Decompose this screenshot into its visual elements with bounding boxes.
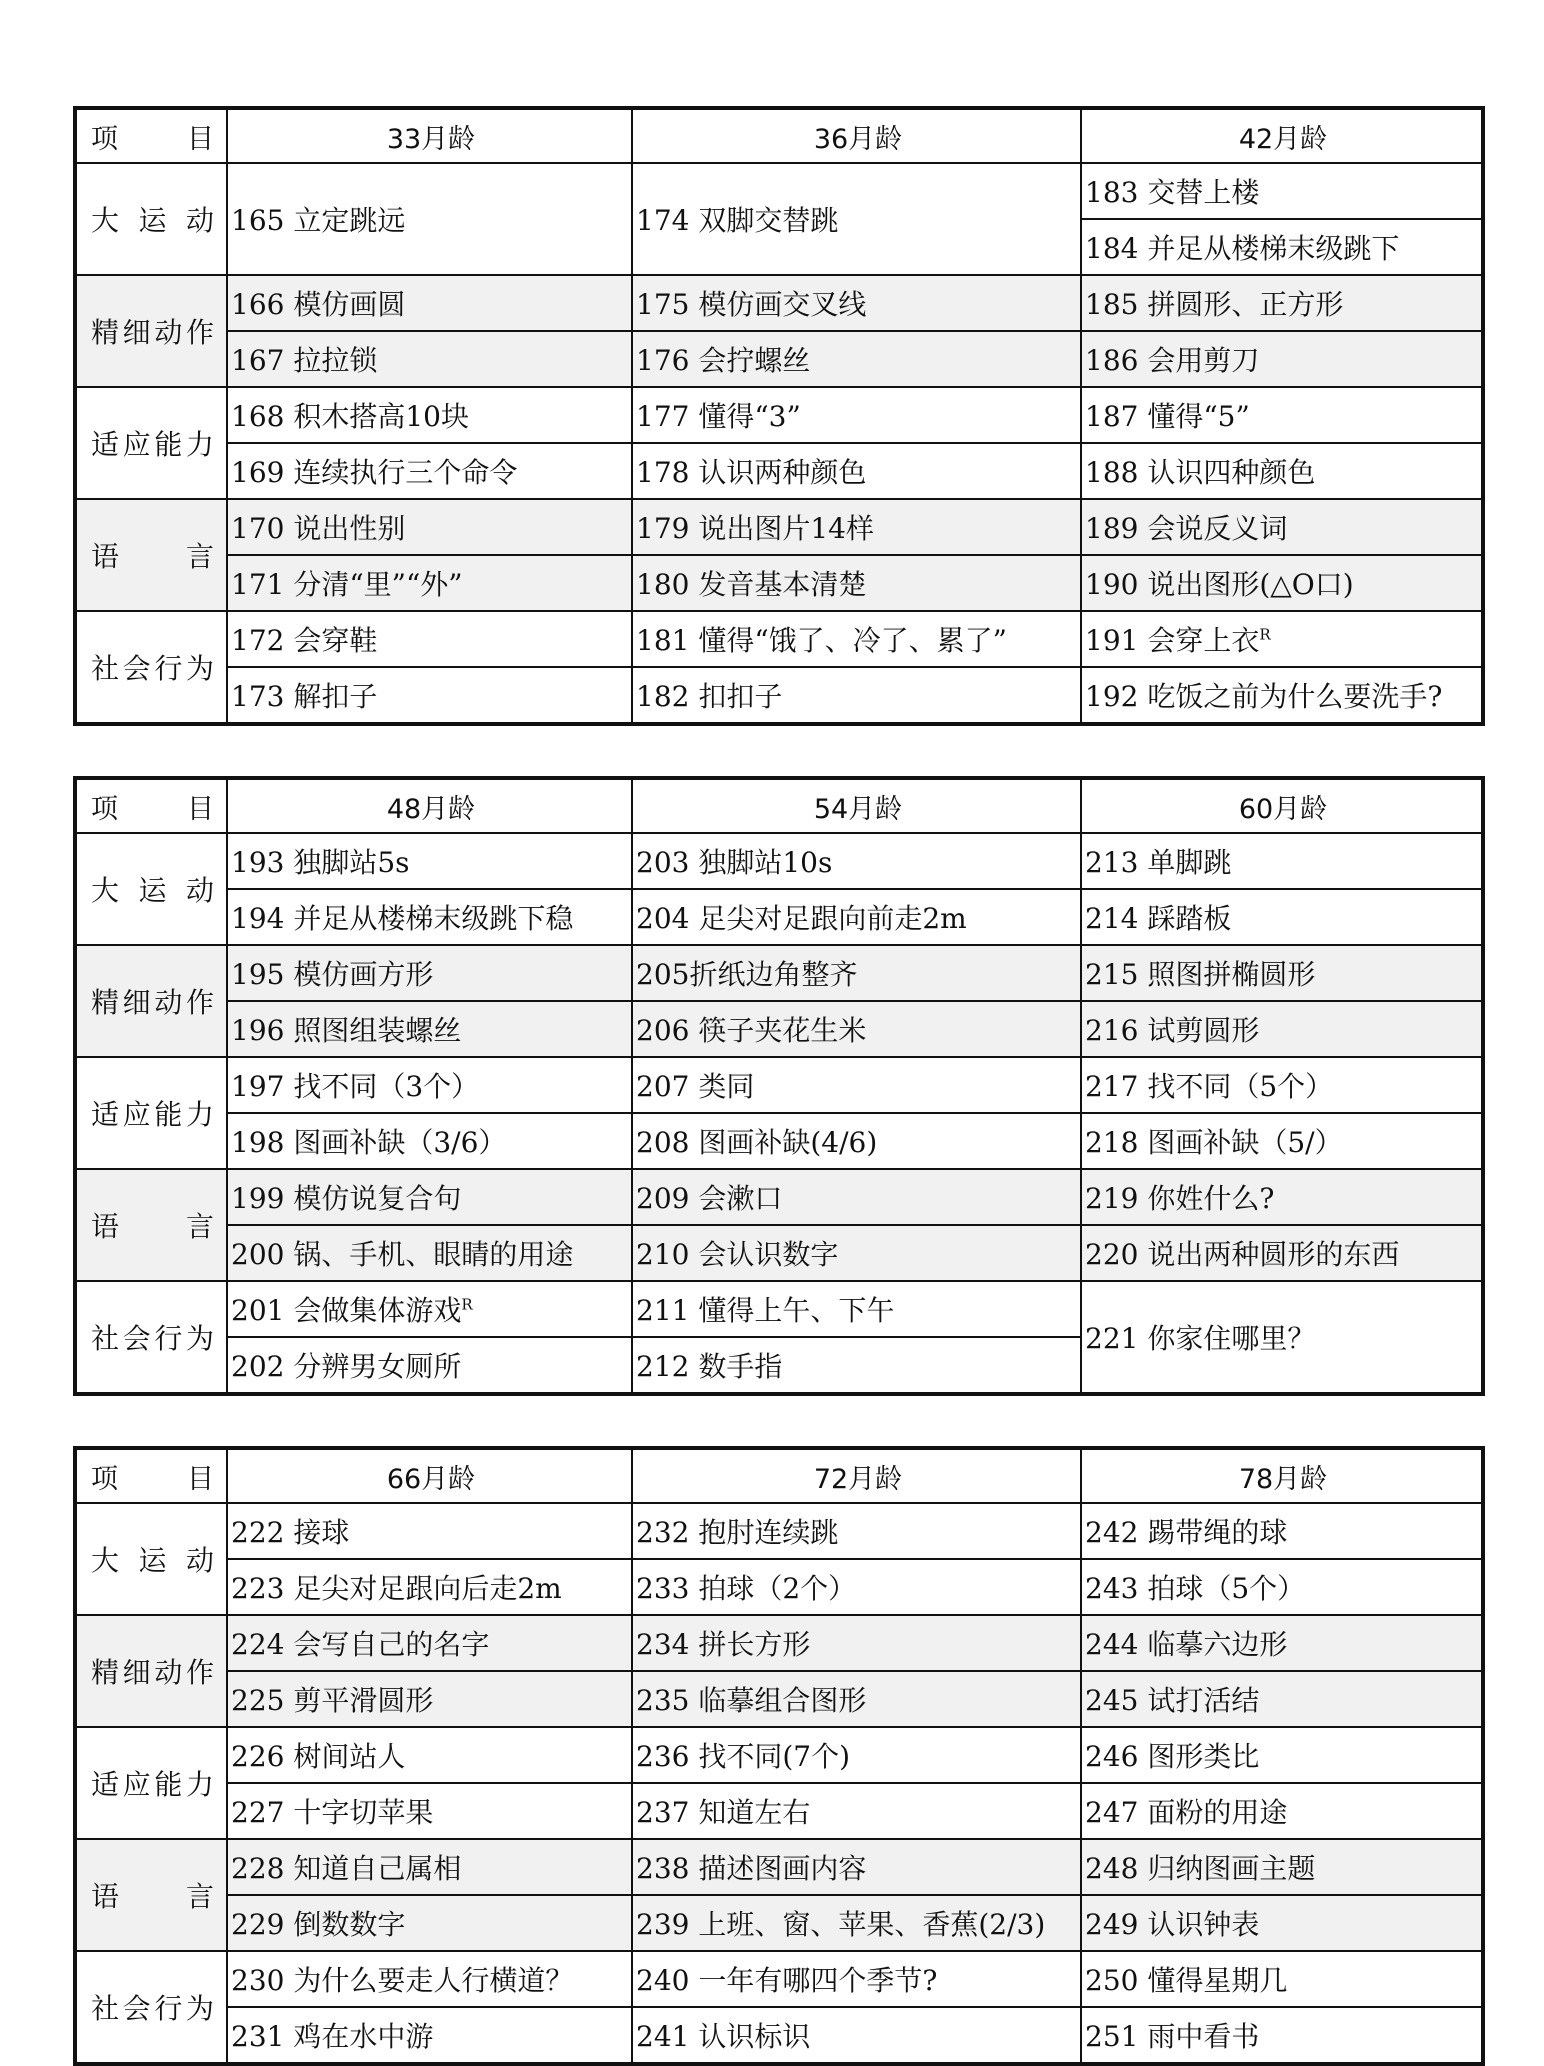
- item-cell: 226 树间站人: [227, 1727, 632, 1783]
- item-cell: 214 踩踏板: [1081, 889, 1483, 945]
- table-row: [75, 1839, 1483, 1895]
- item-cell: 244 临摹六边形: [1081, 1615, 1483, 1671]
- category-gross-motor: 大运动: [75, 833, 227, 945]
- item-cell: 250 懂得星期几: [1081, 1951, 1483, 2007]
- item-cell: 245 试打活结: [1081, 1671, 1483, 1727]
- item-cell: 243 拍球（5个）: [1081, 1559, 1483, 1615]
- item-cell: 248 归纳图画主题: [1081, 1839, 1483, 1895]
- item-cell: 218 图画补缺（5/）: [1081, 1113, 1483, 1169]
- table-row: [75, 1615, 1483, 1671]
- item-cell: 230 为什么要走人行横道？: [227, 1951, 632, 2007]
- item-cell: 169 连续执行三个命令: [227, 443, 632, 499]
- table-row: [75, 611, 1483, 667]
- item-cell: 236 找不同(7个): [632, 1727, 1081, 1783]
- item-cell: 198 图画补缺（3/6）: [227, 1113, 632, 1169]
- table-row: [75, 555, 1483, 611]
- item-cell: 173 解扣子: [227, 667, 632, 724]
- item-cell: 197 找不同（3个）: [227, 1057, 632, 1113]
- item-cell: 246 图形类比: [1081, 1727, 1483, 1783]
- item-cell: 190 说出图形(△O口): [1081, 555, 1483, 611]
- category-social: 社会行为: [75, 611, 227, 724]
- table-row: [75, 1895, 1483, 1951]
- item-cell: 195 模仿画方形: [227, 945, 632, 1001]
- item-cell: 229 倒数数字: [227, 1895, 632, 1951]
- item-cell: 211 懂得上午、下午: [632, 1281, 1081, 1337]
- item-cell: 177 懂得“3”: [632, 387, 1081, 443]
- item-cell: 185 拼圆形、正方形: [1081, 275, 1483, 331]
- item-cell: 171 分清“里”“外”: [227, 555, 632, 611]
- item-cell: 251 雨中看书: [1081, 2007, 1483, 2064]
- item-cell: 199 模仿说复合句: [227, 1169, 632, 1225]
- item-cell: 203 独脚站10s: [632, 833, 1081, 889]
- footnote-mark: R: [1259, 625, 1271, 644]
- table-header-row: [75, 778, 1483, 833]
- category-gross-motor: 大运动: [75, 163, 227, 275]
- item-text: 201 会做集体游戏: [231, 1294, 462, 1327]
- category-fine-motor: 精细动作: [75, 275, 227, 387]
- header-category: 项 目: [75, 778, 227, 833]
- item-cell: 224 会写自己的名字: [227, 1615, 632, 1671]
- table-row: [75, 1671, 1483, 1727]
- category-adaptive: 适应能力: [75, 387, 227, 499]
- table-66-78-months: [73, 1446, 1485, 2066]
- item-cell: 222 接球: [227, 1503, 632, 1559]
- header-age: 42月龄: [1081, 108, 1483, 163]
- table-header-row: [75, 108, 1483, 163]
- table-row: [75, 163, 1483, 219]
- item-cell: 184 并足从楼梯末级跳下: [1081, 219, 1483, 275]
- table-row: [75, 443, 1483, 499]
- table-row: [75, 1503, 1483, 1559]
- item-cell: 165 立定跳远: [227, 163, 632, 275]
- category-fine-motor: 精细动作: [75, 1615, 227, 1727]
- table-row: [75, 1783, 1483, 1839]
- item-cell: 228 知道自己属相: [227, 1839, 632, 1895]
- table-row: [75, 1281, 1483, 1337]
- header-age: 78月龄: [1081, 1448, 1483, 1503]
- item-cell: 168 积木搭高10块: [227, 387, 632, 443]
- table-row: [75, 275, 1483, 331]
- item-cell: 235 临摹组合图形: [632, 1671, 1081, 1727]
- item-cell: 238 描述图画内容: [632, 1839, 1081, 1895]
- item-cell: 192 吃饭之前为什么要洗手?: [1081, 667, 1483, 724]
- item-cell: 200 锅、手机、眼睛的用途: [227, 1225, 632, 1281]
- table-row: [75, 1169, 1483, 1225]
- item-cell: 240 一年有哪四个季节?: [632, 1951, 1081, 2007]
- item-cell: 227 十字切苹果: [227, 1783, 632, 1839]
- category-gross-motor: 大运动: [75, 1503, 227, 1615]
- item-cell: 176 会拧螺丝: [632, 331, 1081, 387]
- item-cell: 212 数手指: [632, 1337, 1081, 1394]
- category-social: 社会行为: [75, 1951, 227, 2064]
- item-cell: 167 拉拉锁: [227, 331, 632, 387]
- item-cell: 172 会穿鞋: [227, 611, 632, 667]
- item-cell: 178 认识两种颜色: [632, 443, 1081, 499]
- header-age: 60月龄: [1081, 778, 1483, 833]
- category-language: 语言: [75, 499, 227, 611]
- item-cell: 207 类同: [632, 1057, 1081, 1113]
- item-cell: 209 会漱口: [632, 1169, 1081, 1225]
- item-cell: [227, 1281, 632, 1337]
- item-cell: 188 认识四种颜色: [1081, 443, 1483, 499]
- table-row: [75, 1001, 1483, 1057]
- item-cell: 181 懂得“饿了、冷了、累了”: [632, 611, 1081, 667]
- item-cell: 179 说出图片14样: [632, 499, 1081, 555]
- header-category: 项 目: [75, 108, 227, 163]
- category-fine-motor: 精细动作: [75, 945, 227, 1057]
- item-cell: 202 分辨男女厕所: [227, 1337, 632, 1394]
- item-cell: 196 照图组装螺丝: [227, 1001, 632, 1057]
- item-cell: 241 认识标识: [632, 2007, 1081, 2064]
- item-cell: 220 说出两种圆形的东西: [1081, 1225, 1483, 1281]
- item-cell: 239 上班、窗、苹果、香蕉(2/3): [632, 1895, 1081, 1951]
- item-cell: 223 足尖对足跟向后走2m: [227, 1559, 632, 1615]
- table-row: [75, 1727, 1483, 1783]
- table-row: [75, 1951, 1483, 2007]
- item-text: 191 会穿上衣: [1085, 624, 1260, 657]
- footnote-mark: R: [461, 1295, 473, 1314]
- item-cell: 208 图画补缺(4/6): [632, 1113, 1081, 1169]
- header-age: 66月龄: [227, 1448, 632, 1503]
- category-adaptive: 适应能力: [75, 1057, 227, 1169]
- table-row: [75, 2007, 1483, 2064]
- item-cell: 175 模仿画交叉线: [632, 275, 1081, 331]
- item-cell: 182 扣扣子: [632, 667, 1081, 724]
- item-cell: 242 踢带绳的球: [1081, 1503, 1483, 1559]
- item-cell: 249 认识钟表: [1081, 1895, 1483, 1951]
- table-48-60-months: [73, 776, 1485, 1396]
- item-cell: 205折纸边角整齐: [632, 945, 1081, 1001]
- item-cell: 174 双脚交替跳: [632, 163, 1081, 275]
- item-cell: 183 交替上楼: [1081, 163, 1483, 219]
- item-cell: 247 面粉的用途: [1081, 1783, 1483, 1839]
- item-cell: 180 发音基本清楚: [632, 555, 1081, 611]
- item-cell: 216 试剪圆形: [1081, 1001, 1483, 1057]
- table-row: [75, 667, 1483, 724]
- table-row: [75, 1057, 1483, 1113]
- table-row: [75, 1225, 1483, 1281]
- table-header-row: [75, 1448, 1483, 1503]
- table-row: [75, 1559, 1483, 1615]
- item-cell: 213 单脚跳: [1081, 833, 1483, 889]
- table-row: [75, 1113, 1483, 1169]
- item-cell: 231 鸡在水中游: [227, 2007, 632, 2064]
- table-33-42-months: [73, 106, 1485, 726]
- category-language: 语言: [75, 1839, 227, 1951]
- item-cell: 237 知道左右: [632, 1783, 1081, 1839]
- item-cell: 217 找不同（5个）: [1081, 1057, 1483, 1113]
- header-age: 36月龄: [632, 108, 1081, 163]
- item-cell: 219 你姓什么?: [1081, 1169, 1483, 1225]
- header-age: 33月龄: [227, 108, 632, 163]
- table-row: [75, 889, 1483, 945]
- item-cell: 210 会认识数字: [632, 1225, 1081, 1281]
- header-age: 72月龄: [632, 1448, 1081, 1503]
- item-cell: 225 剪平滑圆形: [227, 1671, 632, 1727]
- item-cell: 186 会用剪刀: [1081, 331, 1483, 387]
- header-age: 54月龄: [632, 778, 1081, 833]
- header-category: 项 目: [75, 1448, 227, 1503]
- item-cell: 193 独脚站5s: [227, 833, 632, 889]
- table-row: [75, 331, 1483, 387]
- category-language: 语言: [75, 1169, 227, 1281]
- item-cell: 187 懂得“5”: [1081, 387, 1483, 443]
- item-cell: 234 拼长方形: [632, 1615, 1081, 1671]
- category-social: 社会行为: [75, 1281, 227, 1394]
- table-row: [75, 833, 1483, 889]
- header-age: 48月龄: [227, 778, 632, 833]
- item-cell: [1081, 611, 1483, 667]
- table-row: [75, 499, 1483, 555]
- item-cell: 221 你家住哪里？: [1081, 1281, 1483, 1394]
- item-cell: 233 拍球（2个）: [632, 1559, 1081, 1615]
- table-row: [75, 945, 1483, 1001]
- item-cell: 204 足尖对足跟向前走2m: [632, 889, 1081, 945]
- item-cell: 166 模仿画圆: [227, 275, 632, 331]
- category-adaptive: 适应能力: [75, 1727, 227, 1839]
- item-cell: 170 说出性别: [227, 499, 632, 555]
- item-cell: 232 抱肘连续跳: [632, 1503, 1081, 1559]
- table-row: [75, 387, 1483, 443]
- item-cell: 194 并足从楼梯末级跳下稳: [227, 889, 632, 945]
- item-cell: 215 照图拼椭圆形: [1081, 945, 1483, 1001]
- item-cell: 206 筷子夹花生米: [632, 1001, 1081, 1057]
- item-cell: 189 会说反义词: [1081, 499, 1483, 555]
